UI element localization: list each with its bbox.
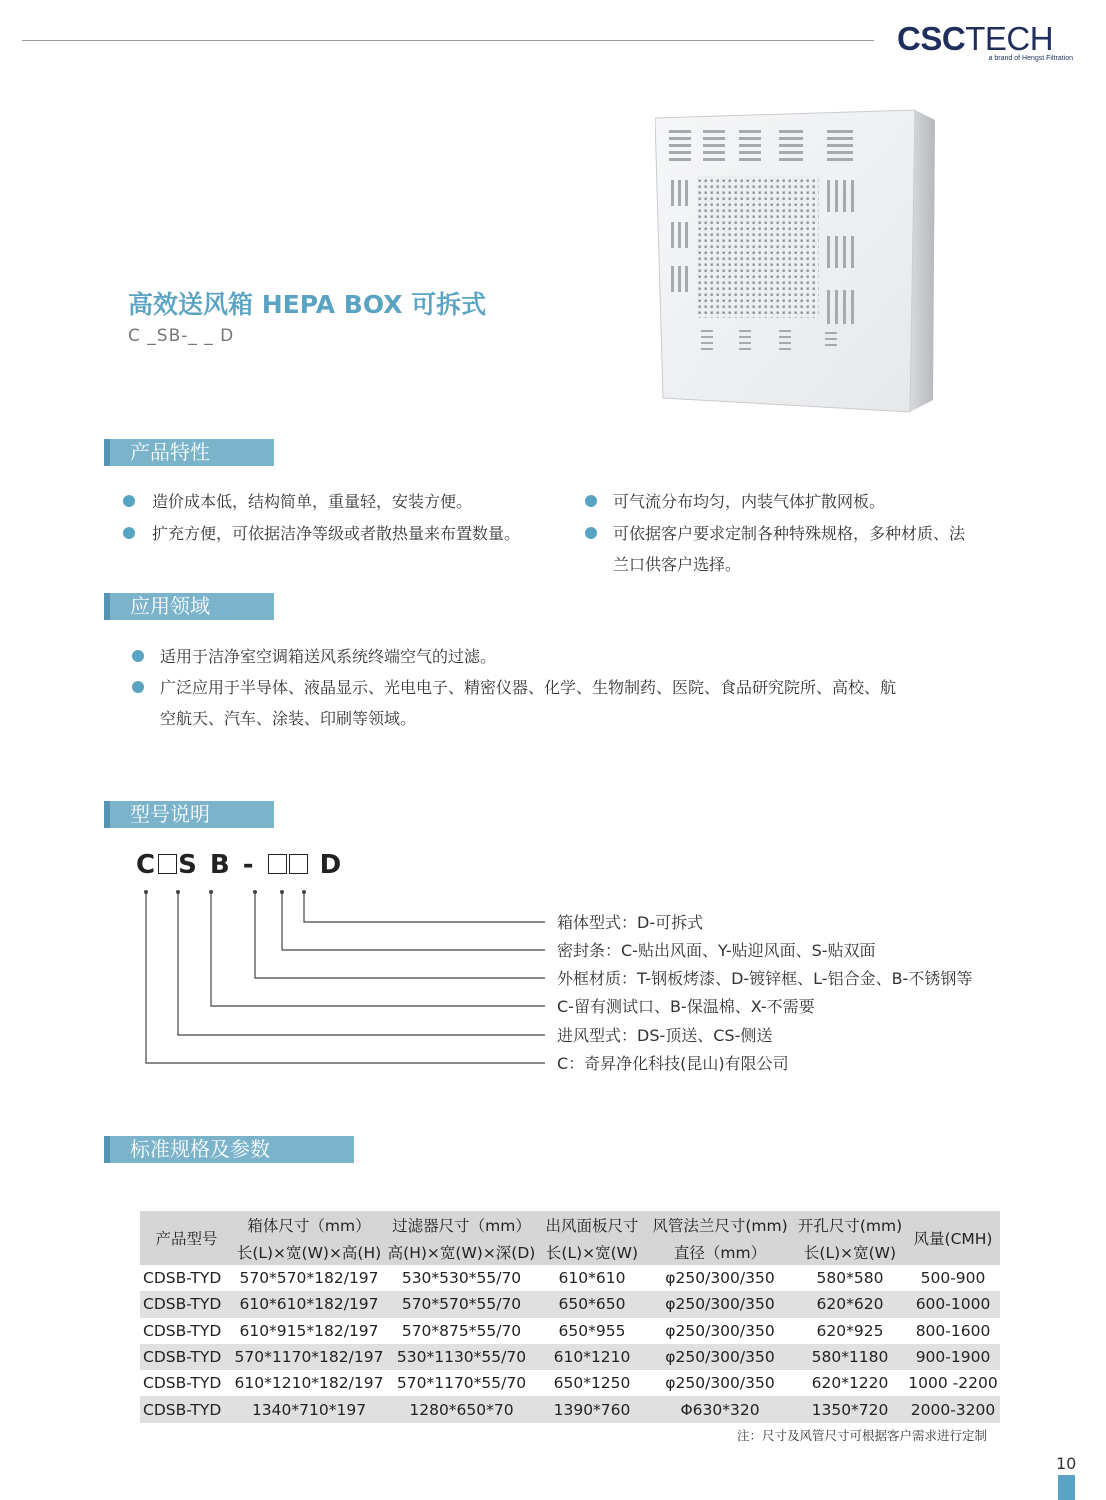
bullet-dot [585, 495, 597, 507]
table-cell: CDSB-TYD [140, 1344, 233, 1370]
table-cell: 620*1220 [811, 1374, 889, 1393]
feature-item-continued: 兰口供客户选择。 [613, 555, 742, 574]
application-item-continued: 空航天、汽车、涂装、印刷等领域。 [160, 709, 417, 728]
bullet-dot [132, 681, 144, 693]
table-cell: 650*650 [538, 1291, 646, 1317]
col-header-airflow: 风量(CMH) [906, 1211, 1000, 1265]
feature-item: 造价成本低，结构简单，重量轻，安装方便。 [152, 492, 473, 511]
table-cell: 570*570*182/197 [239, 1269, 379, 1288]
bullet-dot [123, 527, 135, 539]
table-cell: 800-1600 [915, 1321, 991, 1340]
code-legend-item: C：奇昇净化科技(昆山)有限公司 [557, 1054, 789, 1073]
page-accent-bar [1058, 1475, 1075, 1500]
feature-item: 可气流分布均匀，内装气体扩散网板。 [613, 492, 886, 511]
col-subheader: 长(L)×宽(W) [794, 1238, 906, 1265]
table-cell: φ250/300/350 [665, 1321, 775, 1340]
section-heading-applications [104, 593, 274, 620]
col-header-flange-size: 风管法兰尺寸(mm) [646, 1211, 794, 1238]
hepa-box-product-image [655, 100, 935, 420]
logo-tech: TECH [965, 20, 1054, 57]
code-suffix: D [319, 850, 344, 880]
table-cell: CDSB-TYD [143, 1269, 222, 1288]
bullet-dot [123, 495, 135, 507]
code-legend-item: 密封条：C-贴出风面、Y-贴迎风面、S-贴双面 [557, 941, 876, 960]
bullet-dot [585, 527, 597, 539]
table-cell: 580*1180 [794, 1344, 906, 1370]
table-cell: 610*1210 [538, 1344, 646, 1370]
table-cell: φ250/300/350 [665, 1374, 775, 1393]
feature-item: 可依据客户要求定制各种特殊规格，多种材质、法 [613, 524, 966, 543]
feature-item: 扩充方便，可依据洁净等级或者散热量来布置数量。 [152, 524, 521, 543]
table-cell: Φ630*320 [646, 1396, 794, 1422]
heading-text: 型号说明 [130, 802, 210, 826]
heading-text: 应用领域 [130, 594, 210, 618]
table-cell: 1340*710*197 [233, 1396, 385, 1422]
application-item: 适用于洁净室空调箱送风系统终端空气的过滤。 [160, 647, 497, 666]
logo-csc: CSC [897, 20, 966, 57]
col-subheader: 长(L)×宽(W) [538, 1238, 646, 1265]
table-cell: 530*1130*55/70 [385, 1344, 538, 1370]
code-mid: S B - [178, 850, 256, 880]
table-cell: 530*530*55/70 [401, 1269, 522, 1288]
col-header-box-size: 箱体尺寸（mm） [233, 1211, 385, 1238]
table-cell: 610*915*182/197 [239, 1321, 379, 1340]
code-legend-item: 进风型式：DS-顶送、CS-侧送 [557, 1026, 773, 1045]
heading-text: 产品特性 [130, 440, 210, 464]
code-placeholder-box [289, 854, 308, 874]
table-row [140, 1265, 1000, 1291]
model-code-pattern [136, 850, 343, 880]
table-cell: CDSB-TYD [140, 1291, 233, 1317]
table-cell: 1390*760 [538, 1396, 646, 1422]
model-code: C _SB-_ _ D [128, 326, 235, 346]
table-cell: CDSB-TYD [140, 1396, 233, 1422]
table-cell: 600-1000 [906, 1291, 1000, 1317]
top-rule [22, 40, 874, 41]
table-row [140, 1396, 1000, 1422]
table-cell: 620*925 [816, 1321, 884, 1340]
spec-note: 注：尺寸及风管尺寸可根据客户需求进行定制 [737, 1428, 988, 1443]
code-legend-item: 箱体型式：D-可拆式 [557, 913, 704, 932]
col-header-panel-size: 出风面板尺寸 [538, 1211, 646, 1238]
table-cell: 500-900 [920, 1269, 986, 1288]
table-cell: 610*610 [558, 1269, 626, 1288]
table-cell: 2000-3200 [906, 1396, 1000, 1422]
table-cell: CDSB-TYD [143, 1321, 222, 1340]
table-cell: 1350*720 [794, 1396, 906, 1422]
logo-tagline: a brand of Hengst Filtration [988, 55, 1073, 62]
table-cell: 610*1210*182/197 [234, 1374, 384, 1393]
table-cell: 650*955 [558, 1321, 626, 1340]
table-row [140, 1344, 1000, 1370]
spec-table [140, 1211, 1000, 1423]
code-legend-item: 外框材质：T-钢板烤漆、D-镀锌框、L-铝合金、B-不锈钢等 [557, 969, 973, 988]
table-cell: φ250/300/350 [665, 1269, 775, 1288]
section-heading-features [104, 439, 274, 466]
table-cell: 610*610*182/197 [233, 1291, 385, 1317]
csctech-logo [897, 22, 1077, 62]
table-cell: 1000 -2200 [908, 1374, 998, 1393]
table-cell: 570*570*55/70 [385, 1291, 538, 1317]
col-subheader: 长(L)×宽(W)×高(H) [233, 1238, 385, 1265]
product-title: 高效送风箱 HEPA BOX 可拆式 [128, 290, 487, 319]
col-subheader: 直径（mm） [646, 1238, 794, 1265]
table-cell: 1280*650*70 [385, 1396, 538, 1422]
table-cell: φ250/300/350 [646, 1344, 794, 1370]
col-subheader: 高(H)×宽(W)×深(D) [385, 1238, 538, 1265]
code-placeholder-box [158, 854, 177, 874]
table-cell: 900-1900 [906, 1344, 1000, 1370]
table-row [140, 1318, 1000, 1344]
section-heading-model [104, 801, 274, 828]
table-row [140, 1291, 1000, 1317]
table-row [140, 1370, 1000, 1396]
table-cell: CDSB-TYD [143, 1374, 222, 1393]
section-heading-spec [104, 1136, 354, 1163]
table-cell: φ250/300/350 [646, 1291, 794, 1317]
page-number: 10 [1056, 1454, 1077, 1473]
code-placeholder-box [268, 854, 287, 874]
bullet-dot [132, 650, 144, 662]
application-item: 广泛应用于半导体、液晶显示、光电电子、精密仪器、化学、生物制药、医院、食品研究院所、高校、航 [160, 678, 897, 697]
col-header-model: 产品型号 [140, 1211, 233, 1265]
table-cell: 570*1170*182/197 [233, 1344, 385, 1370]
code-legend-item: C-留有测试口、B-保温棉、X-不需要 [557, 997, 815, 1016]
table-cell: 570*1170*55/70 [396, 1374, 527, 1393]
col-header-opening-size: 开孔尺寸(mm) [794, 1211, 906, 1238]
table-cell: 580*580 [816, 1269, 884, 1288]
table-cell: 570*875*55/70 [401, 1321, 522, 1340]
table-cell: 650*1250 [553, 1374, 631, 1393]
col-header-filter-size: 过滤器尺寸（mm） [385, 1211, 538, 1238]
heading-text: 标准规格及参数 [130, 1137, 270, 1161]
code-prefix: C [136, 850, 158, 880]
table-cell: 620*620 [794, 1291, 906, 1317]
